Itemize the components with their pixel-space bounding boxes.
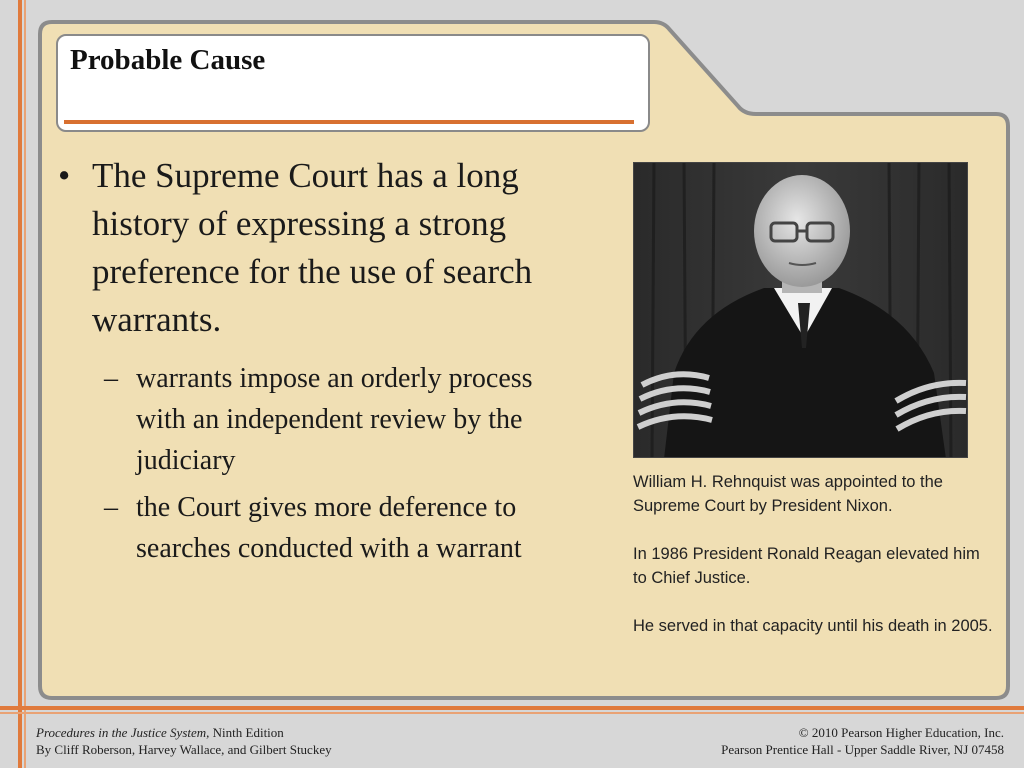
bullet-mark: • xyxy=(58,156,71,195)
footer-right xyxy=(721,724,1004,758)
sub-bullet xyxy=(104,487,588,569)
caption-paragraph: William H. Rehnquist was appointed to the Supreme Court by President Nixon. xyxy=(633,473,943,515)
slide-title: Probable Cause xyxy=(70,44,266,76)
sub-bullet-mark: – xyxy=(104,363,118,394)
main-bullet xyxy=(58,152,588,344)
photo-caption xyxy=(633,470,993,662)
main-bullet-text: The Supreme Court has a long history of expressing a strong preference for the use of search warrants. xyxy=(92,156,533,339)
left-accent-line-thin xyxy=(24,0,26,768)
footer-left xyxy=(36,724,332,758)
caption-paragraph: He served in that capacity until his death in 2005. xyxy=(633,617,993,635)
title-box xyxy=(56,34,650,132)
footer-publisher: Pearson Prentice Hall - Upper Saddle River, NJ 07458 xyxy=(721,742,1004,757)
footer-copyright: © 2010 Pearson Higher Education, Inc. xyxy=(798,725,1004,740)
portrait-image-icon xyxy=(634,163,968,458)
portrait-photo xyxy=(633,162,968,458)
caption-paragraph: In 1986 President Ronald Reagan elevated him to Chief Justice. xyxy=(633,545,980,587)
footer-edition: Ninth Edition xyxy=(209,725,284,740)
sub-bullet-text: warrants impose an orderly process with an independent review by the judiciary xyxy=(136,363,533,476)
slide-content xyxy=(58,152,588,569)
bottom-accent-line-thin xyxy=(0,712,1024,714)
sub-bullet-mark: – xyxy=(104,492,118,523)
footer-authors: By Cliff Roberson, Harvey Wallace, and Gilbert Stuckey xyxy=(36,742,332,757)
left-accent-line xyxy=(18,0,22,768)
title-underline xyxy=(64,120,634,124)
footer-book-title: Procedures in the Justice System, xyxy=(36,725,210,740)
footer-book-line xyxy=(36,724,332,741)
sub-bullet-text: the Court gives more deference to searches conducted with a warrant xyxy=(136,492,522,564)
sub-bullet xyxy=(104,358,588,481)
bottom-accent-line xyxy=(0,706,1024,710)
